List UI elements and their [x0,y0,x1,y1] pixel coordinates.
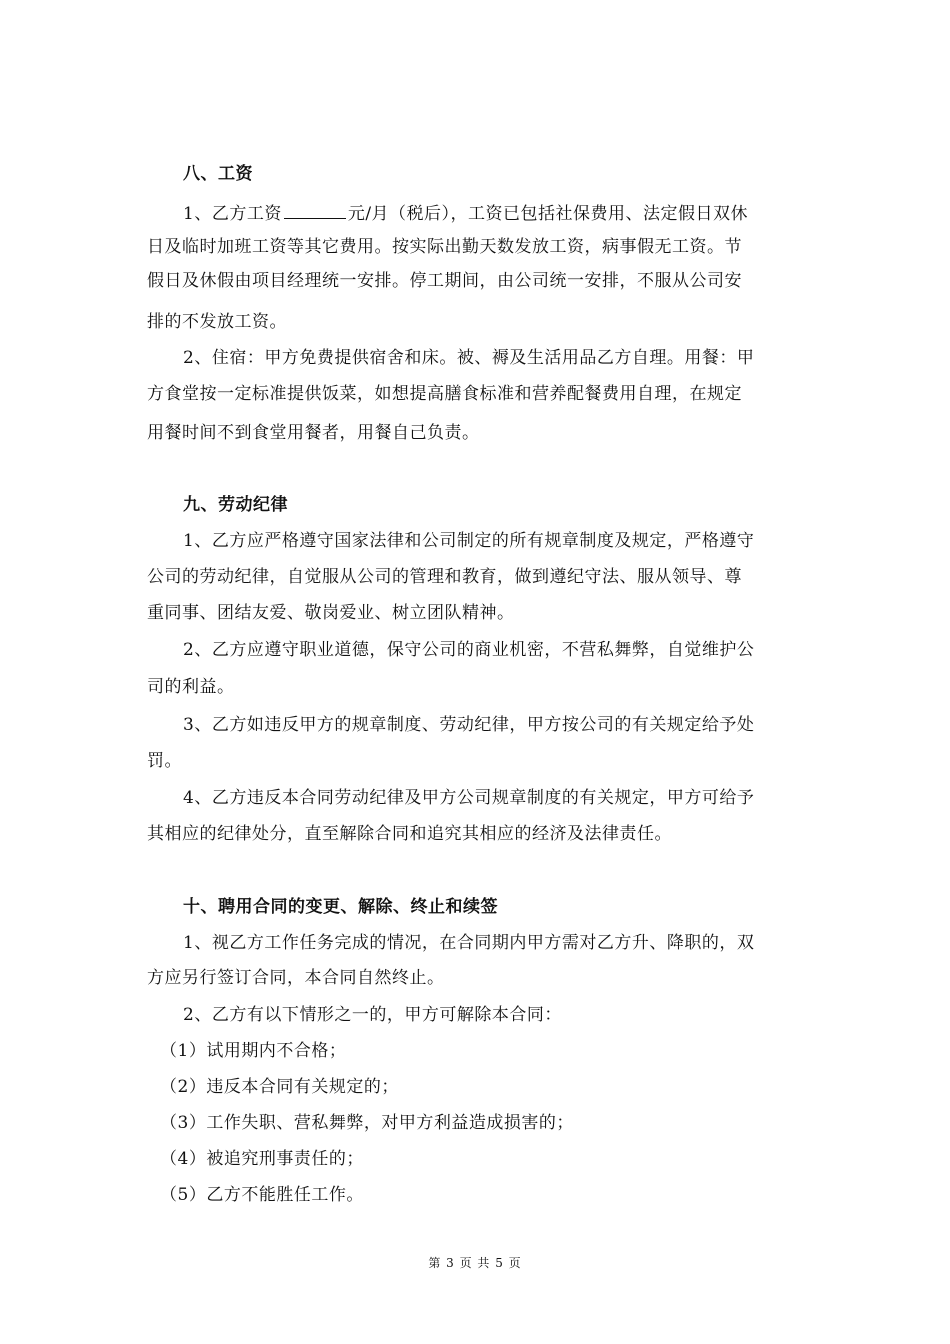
salary-suffix: 元/月（税后），工资已包括社保费用、法定假日双休 [347,204,749,224]
paragraph-line: 1、视乙方工作任务完成的情况，在合同期内甲方需对乙方升、降职的，双 [183,933,755,953]
list-item: （5）乙方不能胜任工作。 [160,1185,364,1205]
salary-blank-field [284,202,346,219]
paragraph-line: 罚。 [147,751,182,771]
paragraph-line: 公司的劳动纪律，自觉服从公司的管理和教育，做到遵纪守法、服从领导、尊 [147,567,742,587]
list-item: （3）工作失职、营私舞弊，对甲方利益造成损害的； [160,1113,574,1133]
paragraph-line: 方食堂按一定标准提供饭菜，如想提高膳食标准和营养配餐费用自理，在规定 [147,384,742,404]
paragraph-line: 方应另行签订合同，本合同自然终止。 [147,968,445,988]
paragraph-line: 2、住宿：甲方免费提供宿舍和床。被、褥及生活用品乙方自理。用餐：甲 [183,348,755,368]
paragraph-line: 3、乙方如违反甲方的规章制度、劳动纪律，甲方按公司的有关规定给予处 [183,715,755,735]
section-heading-labor-discipline: 九、劳动纪律 [183,495,288,515]
paragraph-line: 排的不发放工资。 [147,312,287,332]
section-heading-contract-changes: 十、聘用合同的变更、解除、终止和续签 [183,897,498,917]
paragraph-line: 重同事、团结友爱、敬岗爱业、树立团队精神。 [147,603,515,623]
paragraph-line: 司的利益。 [147,677,235,697]
paragraph-line [183,202,748,225]
paragraph-line: 假日及休假由项目经理统一安排。停工期间，由公司统一安排，不服从公司安 [147,271,742,291]
page-number-footer: 第 3 页 共 5 页 [428,1256,522,1270]
paragraph-line: 1、乙方应严格遵守国家法律和公司制定的所有规章制度及规定，严格遵守 [183,531,755,551]
paragraph-line: 4、乙方违反本合同劳动纪律及甲方公司规章制度的有关规定，甲方可给予 [183,788,755,808]
salary-prefix: 1、乙方工资 [183,204,282,224]
paragraph-line: 2、乙方应遵守职业道德，保守公司的商业机密，不营私舞弊，自觉维护公 [183,640,755,660]
section-heading-salary: 八、工资 [183,164,253,184]
list-item: （2）违反本合同有关规定的； [160,1077,399,1097]
list-item: （1）试用期内不合格； [160,1041,347,1061]
list-item: （4）被追究刑事责任的； [160,1149,364,1169]
paragraph-line: 用餐时间不到食堂用餐者，用餐自己负责。 [147,423,480,443]
paragraph-line: 2、乙方有以下情形之一的，甲方可解除本合同： [183,1005,562,1025]
paragraph-line: 其相应的纪律处分，直至解除合同和追究其相应的经济及法律责任。 [147,824,672,844]
paragraph-line: 日及临时加班工资等其它费用。按实际出勤天数发放工资，病事假无工资。节 [147,237,742,257]
